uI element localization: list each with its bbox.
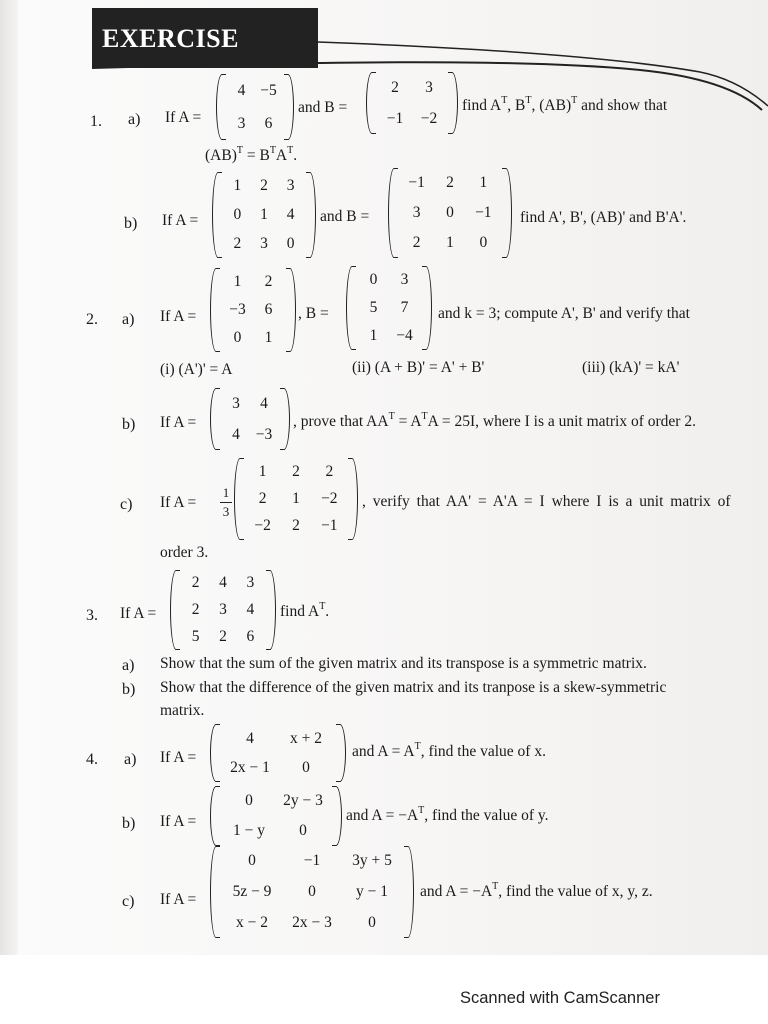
- matrix-entry: 5: [191, 627, 200, 645]
- matrix-entry: 2y − 3: [283, 792, 323, 809]
- q2a-matrix-a: [210, 268, 296, 352]
- matrix-entry: 2: [233, 234, 242, 252]
- matrix-entry: 1: [446, 234, 454, 251]
- matrix-entry: 1: [292, 489, 300, 507]
- page-edge: [0, 0, 18, 955]
- matrix-entry: −1: [386, 109, 404, 127]
- q3-number: 3.: [86, 607, 98, 624]
- matrix-entry: −2: [321, 489, 338, 507]
- matrix-entry: 1: [233, 177, 242, 195]
- right-paren: [286, 268, 296, 352]
- matrix-entry: 2: [191, 600, 200, 618]
- left-paren: [346, 266, 356, 350]
- q2c-matrix-a: [234, 458, 358, 540]
- matrix-entry: 3: [425, 78, 433, 96]
- q3a-text: Show that the sum of the given matrix and its transpose is a symmetric matrix.: [160, 655, 647, 672]
- q4a-tail: and $A = A^T$, find the value of x.: [352, 741, 546, 760]
- matrix-entry: y − 1: [356, 882, 388, 900]
- q1b-find: find A', B', (AB)' and B'A'.: [520, 209, 687, 226]
- q1a-and-b: and B =: [298, 99, 348, 116]
- left-paren: [170, 570, 180, 650]
- matrix-entry: 4: [219, 574, 227, 592]
- left-paren: [210, 724, 220, 782]
- q2a-part-i: (i) (A')' = A: [160, 361, 233, 378]
- matrix-entry: 3: [219, 600, 227, 618]
- right-paren: [284, 74, 294, 140]
- q4c-tail: and $A = -A^T$, find the value of x, y, z.: [420, 881, 653, 900]
- matrix-entry: 2: [264, 273, 273, 290]
- matrix-entry: 4: [232, 425, 240, 443]
- q1a-line2: $(AB)^T = B^TA^T$.: [205, 145, 298, 164]
- matrix-entry: 0: [368, 913, 376, 931]
- q4a-if-a: If A =: [160, 749, 197, 766]
- matrix-entry: 0: [233, 205, 242, 223]
- matrix-entry: 0: [369, 271, 378, 288]
- matrix-grid: [222, 786, 330, 846]
- matrix-entry: 0: [299, 822, 307, 839]
- q3b-text: Show that the difference of the given matrix and its tranpose is a skew-symmetric: [160, 679, 667, 696]
- matrix-entry: 2: [292, 517, 300, 535]
- q2c-label: c): [120, 496, 133, 513]
- matrix-entry: 0: [286, 234, 295, 252]
- matrix-grid: [224, 172, 304, 258]
- q2c-if-a: If A =: [160, 494, 197, 511]
- q4c-label: c): [122, 893, 135, 910]
- q2c-verify: , verify that AA' = A'A = I where I is a unit matrix of: [362, 493, 731, 510]
- q2-number: 2.: [86, 311, 98, 328]
- matrix-entry: 0: [302, 758, 310, 776]
- q3b-label: b): [122, 681, 136, 698]
- matrix-entry: 4: [246, 600, 255, 618]
- matrix-entry: 7: [400, 299, 409, 316]
- q1a-matrix-b: [366, 72, 458, 134]
- right-paren: [280, 388, 290, 450]
- matrix-entry: 3: [412, 204, 421, 221]
- right-paren: [422, 266, 432, 350]
- matrix-entry: 1 − y: [233, 822, 265, 839]
- left-paren: [212, 172, 222, 258]
- matrix-entry: 2x − 1: [230, 758, 270, 776]
- matrix-grid: [222, 846, 402, 938]
- matrix-grid: [246, 458, 346, 540]
- q1-number: 1.: [90, 113, 102, 130]
- q3a-label: a): [122, 657, 135, 674]
- q2b-if-a: If A =: [160, 414, 197, 431]
- q2b-prove: , prove that $AA^T = A^TA = 25I$, where I is a unit matrix of order 2.: [293, 411, 696, 430]
- q3-if-a: If A =: [120, 605, 157, 622]
- matrix-entry: 4: [246, 729, 254, 747]
- q1b-matrix-a: [212, 172, 316, 258]
- matrix-entry: 2: [412, 234, 421, 251]
- q3-matrix-a: [170, 570, 276, 650]
- matrix-grid: [182, 570, 264, 650]
- matrix-entry: 2: [258, 489, 267, 507]
- matrix-entry: −1: [408, 174, 425, 191]
- matrix-entry: 3: [400, 271, 409, 288]
- matrix-entry: 6: [246, 627, 255, 645]
- left-paren: [366, 72, 376, 134]
- matrix-entry: 0: [479, 234, 488, 251]
- matrix-entry: 1: [369, 327, 378, 344]
- matrix-grid: [228, 74, 282, 140]
- right-paren: [266, 570, 276, 650]
- q3-find: find $A^T$.: [280, 601, 330, 620]
- matrix-entry: 4: [237, 81, 246, 99]
- matrix-entry: 2: [191, 574, 200, 592]
- matrix-entry: 2: [292, 462, 300, 480]
- q2a-matrix-b: [346, 266, 432, 350]
- left-paren: [388, 168, 398, 258]
- matrix-entry: 3: [246, 574, 255, 592]
- matrix-entry: 3: [260, 234, 268, 252]
- left-paren: [210, 388, 220, 450]
- exercise-heading: [92, 8, 318, 68]
- matrix-grid: [358, 266, 420, 350]
- right-paren: [448, 72, 458, 134]
- matrix-entry: 1: [233, 273, 242, 290]
- right-paren: [404, 846, 414, 938]
- matrix-entry: −3: [255, 425, 273, 443]
- right-paren: [306, 172, 316, 258]
- left-paren: [234, 458, 244, 540]
- q3b-text2: matrix.: [160, 702, 205, 719]
- matrix-entry: 0: [446, 204, 454, 221]
- q2c-fraction: 1 3: [220, 485, 232, 520]
- left-paren: [210, 846, 220, 938]
- matrix-entry: 2: [219, 627, 227, 645]
- matrix-entry: x + 2: [290, 729, 322, 747]
- q1a-if-a: If A =: [165, 109, 202, 126]
- q4a-matrix-a: [210, 724, 346, 782]
- matrix-entry: 2: [260, 177, 268, 195]
- q4-number: 4.: [86, 751, 98, 768]
- q2a-part-iii: (iii) (kA)' = kA': [582, 359, 680, 376]
- matrix-entry: 0: [233, 329, 242, 346]
- q1a-matrix-a: [216, 74, 294, 140]
- q2a-label: a): [122, 311, 135, 328]
- matrix-entry: 1: [258, 462, 267, 480]
- q4c-matrix-a: [210, 846, 414, 938]
- q1b-and-b: and B =: [320, 208, 370, 225]
- q1b-label: b): [124, 215, 138, 232]
- q2a-tail: and k = 3; compute A', B' and verify that: [438, 305, 690, 322]
- q4b-tail: and $A = -A^T$, find the value of y.: [346, 805, 549, 824]
- matrix-entry: 6: [264, 114, 273, 132]
- q4b-label: b): [122, 815, 136, 832]
- matrix-entry: −1: [321, 517, 338, 535]
- matrix-entry: 2x − 3: [292, 913, 332, 931]
- q4c-if-a: If A =: [160, 891, 197, 908]
- matrix-grid: [222, 268, 284, 352]
- q2b-label: b): [122, 416, 136, 433]
- q1b-if-a: If A =: [162, 212, 199, 229]
- matrix-grid: [222, 724, 334, 782]
- matrix-entry: −5: [260, 81, 277, 99]
- left-paren: [210, 786, 220, 846]
- matrix-entry: 3: [286, 177, 295, 195]
- matrix-entry: −3: [229, 301, 246, 318]
- matrix-grid: [400, 168, 500, 258]
- matrix-entry: 0: [248, 852, 256, 870]
- right-paren: [348, 458, 358, 540]
- matrix-entry: 3y + 5: [352, 852, 392, 870]
- left-paren: [216, 74, 226, 140]
- q2a-b-eq: , B =: [298, 305, 329, 322]
- matrix-entry: −1: [303, 852, 321, 870]
- matrix-entry: 2: [446, 174, 454, 191]
- matrix-entry: 3: [232, 394, 240, 412]
- scanner-watermark: Scanned with CamScanner: [460, 989, 660, 1007]
- matrix-entry: −2: [254, 517, 271, 535]
- matrix-entry: x − 2: [236, 913, 268, 931]
- matrix-entry: 3: [237, 114, 246, 132]
- right-paren: [502, 168, 512, 258]
- matrix-entry: −1: [475, 204, 492, 221]
- q2b-matrix-a: [210, 388, 290, 450]
- matrix-entry: 0: [245, 792, 253, 809]
- matrix-entry: 4: [260, 394, 268, 412]
- q2c-line2: order 3.: [160, 544, 209, 561]
- matrix-entry: 2: [391, 78, 399, 96]
- matrix-entry: 1: [264, 329, 273, 346]
- matrix-entry: 0: [308, 882, 316, 900]
- q1a-label: a): [128, 111, 141, 128]
- q1a-find: find $A^T$, $B^T$, (AB)$^T$ and show that: [462, 95, 668, 114]
- matrix-entry: 4: [286, 205, 295, 223]
- q4a-label: a): [124, 751, 137, 768]
- left-paren: [210, 268, 220, 352]
- matrix-entry: 1: [260, 205, 268, 223]
- matrix-entry: 2: [325, 462, 334, 480]
- q4b-matrix-a: [210, 786, 342, 846]
- exercise-heading-text: EXERCISE: [102, 24, 239, 53]
- q4b-if-a: If A =: [160, 813, 197, 830]
- q1b-matrix-b: [388, 168, 512, 258]
- matrix-entry: 5z − 9: [232, 882, 272, 900]
- matrix-grid: [378, 72, 446, 134]
- q2a-if-a: If A =: [160, 308, 197, 325]
- matrix-grid: [222, 388, 278, 450]
- right-paren: [336, 724, 346, 782]
- q2a-part-ii: (ii) (A + B)' = A' + B': [352, 359, 485, 376]
- matrix-entry: −4: [396, 327, 413, 344]
- matrix-entry: −2: [420, 109, 438, 127]
- right-paren: [332, 786, 342, 846]
- matrix-entry: 5: [369, 299, 378, 316]
- matrix-entry: 1: [479, 174, 488, 191]
- matrix-entry: 6: [264, 301, 273, 318]
